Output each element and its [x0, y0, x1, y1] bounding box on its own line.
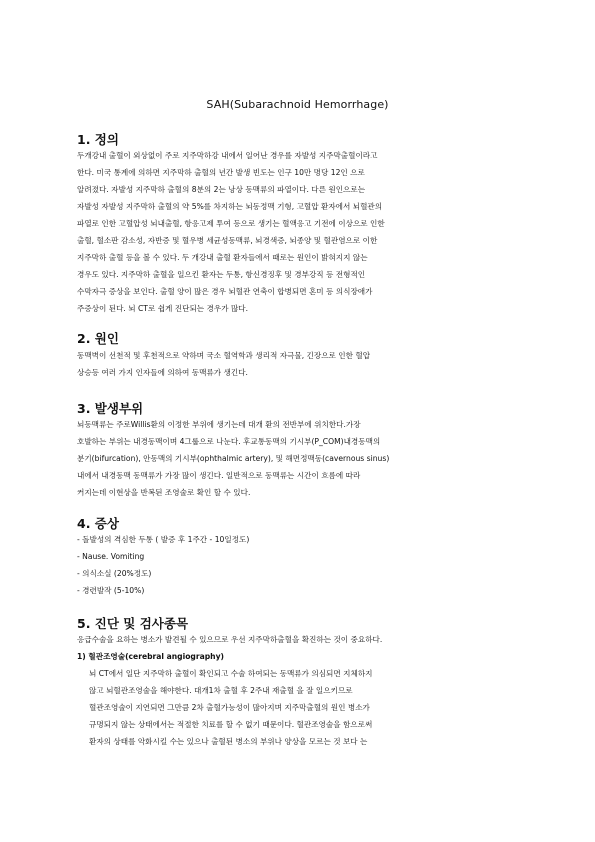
section-body-symptoms	[77, 531, 517, 599]
paragraph-line: 규명되지 않는 상태에서는 적절한 치료를 할 수 없기 때문이다. 혈관조영술을 함으로써	[89, 720, 373, 730]
paragraph-line: 내에서 내경동맥 동맥류가 가장 많이 생긴다. 일반적으로 동맥류는 시간이 흐름에 따라	[77, 471, 361, 481]
paragraph-line: 커지는데 이현상을 반복된 조영술로 확인 할 수 있다.	[77, 488, 251, 498]
paragraph-line: 한다. 미국 통계에 의하면 지주막하 출혈의 년간 발생 빈도는 인구 10만 명당 12인 으로	[77, 168, 365, 178]
paragraph-line: 호발하는 부위는 내경동맥이며 4그룹으로 나눈다. 후교통동맥의 기시부(P_COM)내경동맥의	[77, 437, 381, 447]
paragraph-line: 상승등 여러 가지 인자들에 의하여 동맥류가 생긴다.	[77, 368, 248, 378]
paragraph-line: 동맥벽이 선천적 및 후천적으로 약하며 국소 혈역학과 생리적 자극물, 긴장으로 인한 혈압	[77, 351, 371, 360]
section-body-definition	[77, 147, 517, 317]
paragraph-line: 않고 뇌혈관조영술을 해야한다. 대개1차 출혈 후 2주내 재출혈 을 잘 일으키므로	[89, 686, 353, 696]
paragraph-line: 알려졌다. 자발성 지주막하 출혈의 8분의 2는 낭상 동맥류의 파열이다. 다른 원인으로는	[77, 185, 366, 195]
paragraph-line: 수막자극 증상을 보인다. 출혈 양이 많은 경우 뇌혈관 연축이 합병되면 혼미 등 의식장애가	[77, 287, 373, 297]
paragraph-line: 뇌 CT에서 일단 지주막하 출혈이 확인되고 수술 하여되는 동맥류가 의심되면 지체하지	[89, 669, 373, 679]
section-body-cause	[77, 347, 517, 381]
paragraph-line: 분기(bifurcation), 안동맥의 기시부(ophthalmic artery), 및 해면정맥동(cavernous sinus)	[77, 454, 390, 464]
paragraph-line: 환자의 상태를 악화시킬 수는 있으나 출혈된 병소의 부위나 양상을 모르는 것 보다 는	[89, 737, 368, 747]
paragraph-line: 주증상이 된다. 뇌 CT로 쉽게 진단되는 경우가 많다.	[77, 304, 249, 314]
paragraph-line: 두개강내 출혈이 외상없이 주로 지주막하강 내에서 일어난 경우를 자발성 지주막출혈이라고	[77, 151, 378, 160]
section-heading-cause: 2. 원인	[77, 331, 119, 346]
paragraph-line: 파열로 인한 고혈압성 뇌내출혈, 항응고제 투여 등으로 생기는 혈액응고 기전에 이상으로 인한	[77, 219, 385, 229]
section-body-location	[77, 416, 517, 501]
list-item: - 의식소실 (20%정도)	[77, 569, 152, 579]
section-heading-diagnosis: 5. 진단 및 검사종목	[77, 616, 189, 631]
section-heading-symptoms: 4. 증상	[77, 516, 119, 531]
section-heading-location: 3. 발생부위	[77, 401, 144, 416]
list-item: - 돌발성의 격심한 두통 ( 발증 후 1주간 - 10일정도)	[77, 535, 250, 544]
paragraph-line: 출혈, 혈소판 감소성, 자반증 및 혈우병 세균성동맥류, 뇌경색증, 뇌종양 및 혈관염으로 이한	[77, 236, 378, 246]
section-heading-definition: 1. 정의	[77, 132, 119, 147]
section-body-diagnosis	[77, 631, 517, 750]
paragraph-line: 혈관조영술이 지연되면 그만큼 2차 출혈가능성이 많아지며 지주막출혈의 원인 병소가	[89, 703, 370, 713]
document-title: SAH(Subarachnoid Hemorrhage)	[206, 98, 389, 111]
paragraph-line: 응급수술을 요하는 병소가 발견될 수 있으므로 우선 지주막하출혈을 확진하는 것이 중요하다.	[77, 635, 383, 644]
paragraph-line: 지주막하 출혈 등을 볼 수 있다. 두 개강내 출혈 환자들에서 때로는 원인이 밝혀지지 않는	[77, 253, 368, 263]
subheading-angiography: 1) 혈관조영술(cerebral angiography)	[77, 652, 224, 662]
list-item: - 경련발작 (5-10%)	[77, 586, 145, 596]
paragraph-line: 경우도 있다. 지주막하 출혈을 일으킨 환자는 두통, 항신경징후 및 경부강직 등 전형적인	[77, 270, 366, 280]
paragraph-line: 자발성 자발성 지주막하 출혈의 약 5%를 차지하는 뇌동정맥 기형, 고혈압 환자에서 뇌혈관의	[77, 202, 383, 212]
list-item: - Nause. Vomiting	[77, 552, 145, 562]
paragraph-line: 뇌동맥류는 주로Willis환의 이정한 부위에 생기는데 대개 환의 전반부에 위치한다.가장	[77, 420, 361, 429]
